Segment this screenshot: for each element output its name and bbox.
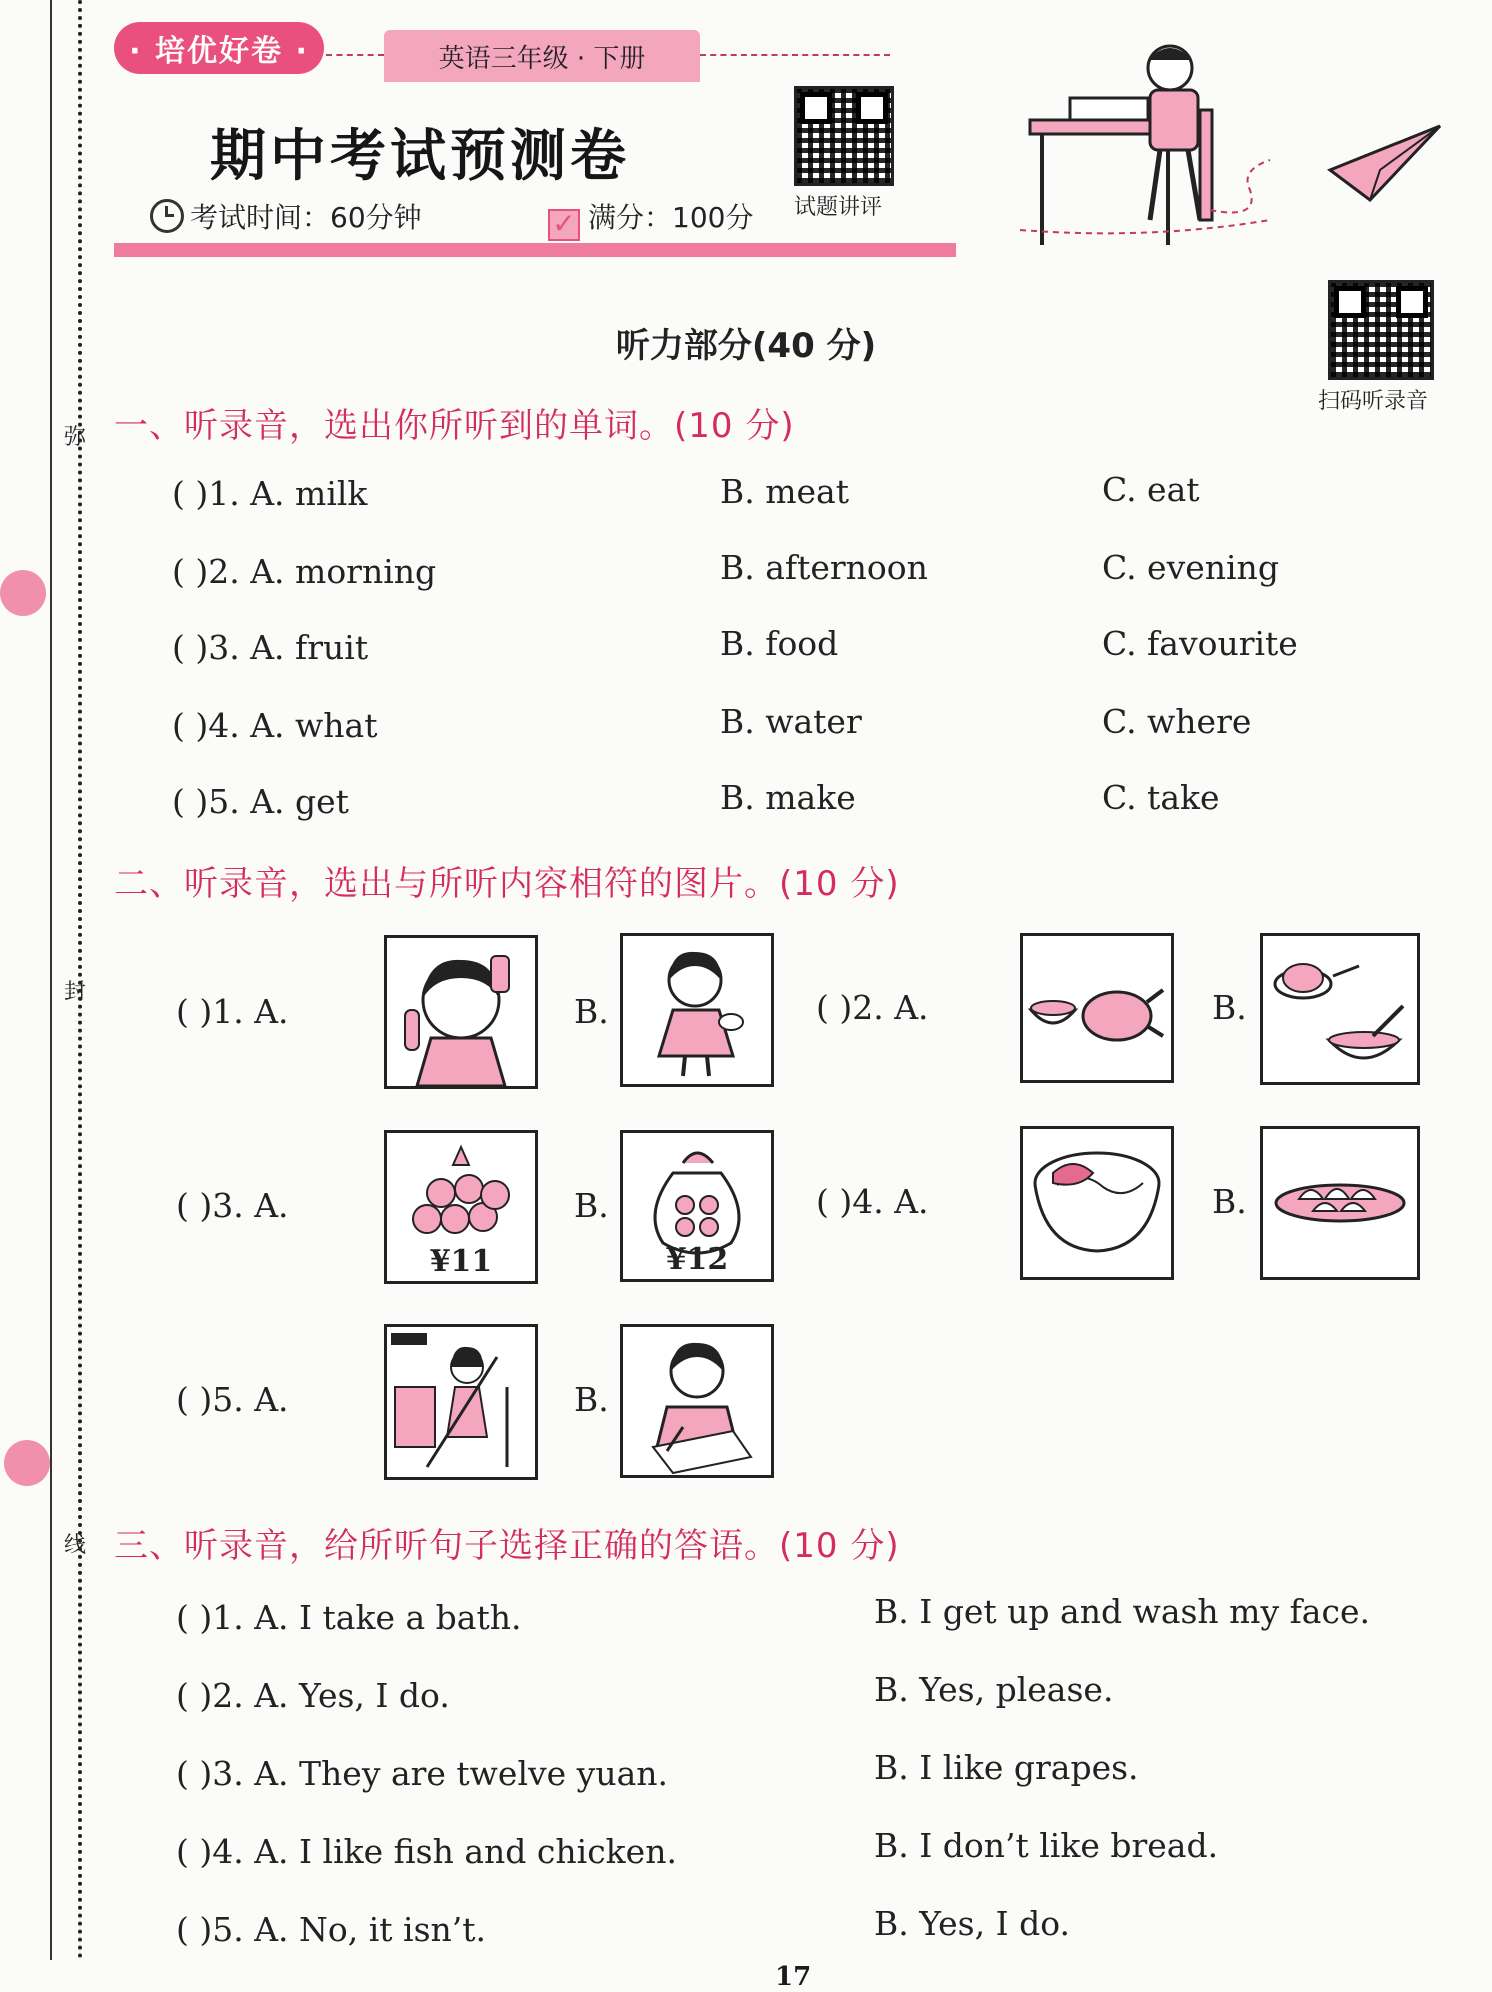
part1-q2-c: C. evening <box>1102 548 1279 587</box>
qr-label-review: 试题讲评 <box>794 195 883 220</box>
listening-section-title: 听力部分(40 分) <box>615 326 877 366</box>
part1-q3: ( )3. A. fruit <box>172 628 369 667</box>
part1-q1: ( )1. A. milk <box>172 474 368 513</box>
part1-q2: ( )2. A. morning <box>172 552 437 591</box>
picture-rice-and-chicken <box>1020 933 1174 1083</box>
part1-q4: ( )4. A. what <box>172 706 378 745</box>
part1-q2-b: B. afternoon <box>720 548 928 587</box>
binding-mark-mi: 弥 <box>64 425 87 450</box>
part2-q1-label: ( )1. A. <box>176 992 289 1031</box>
part1-q3-c: C. favourite <box>1102 624 1298 663</box>
picture-noodles-with-meat <box>1020 1126 1174 1280</box>
qr-code-review[interactable] <box>794 86 894 186</box>
full-score-text: 满分：100分 <box>588 201 754 234</box>
part1-q5-c: C. take <box>1102 778 1220 817</box>
margin-pink-dot <box>4 1440 50 1486</box>
header-pink-bar <box>114 243 956 257</box>
part3-q2-b: B. Yes, please. <box>874 1670 1114 1709</box>
checkbox-icon: ✓ <box>548 209 580 241</box>
part2-q5-b: B. <box>574 1380 609 1419</box>
part1-q4-b: B. water <box>720 702 862 741</box>
header-dash <box>700 54 890 56</box>
part3-q1-b: B. I get up and wash my face. <box>874 1592 1370 1631</box>
part3-q4-a: ( )4. A. I like fish and chicken. <box>176 1832 677 1871</box>
margin-line <box>50 0 52 1960</box>
part2-q2-b: B. <box>1212 988 1247 1027</box>
part3-q1-a: ( )1. A. I take a bath. <box>176 1598 522 1637</box>
part2-q5-label: ( )5. A. <box>176 1380 289 1419</box>
picture-girl-writing <box>620 1324 774 1478</box>
picture-apples-11-yuan <box>384 1130 538 1284</box>
part2-q3-b: B. <box>574 1186 609 1225</box>
part3-q3-b: B. I like grapes. <box>874 1748 1139 1787</box>
header-dash <box>326 54 384 56</box>
part2-q4-label: ( )4. A. <box>816 1182 929 1221</box>
binding-mark-feng: 封 <box>64 980 87 1005</box>
part2-q2-label: ( )2. A. <box>816 988 929 1027</box>
part2-q3-label: ( )3. A. <box>176 1186 289 1225</box>
part2-q1-b: B. <box>574 992 609 1031</box>
part1-q1-c: C. eat <box>1102 470 1200 509</box>
series-badge: · 培优好卷 · <box>114 22 324 74</box>
part3-q3-a: ( )3. A. They are twelve yuan. <box>176 1754 668 1793</box>
part1-title: 一、听录音，选出你所听到的单词。(10 分) <box>114 406 795 446</box>
part1-q4-c: C. where <box>1102 702 1252 741</box>
margin-pink-dot <box>0 570 46 616</box>
part1-q1-b: B. meat <box>720 472 849 511</box>
full-score <box>548 196 753 241</box>
part1-q5: ( )5. A. get <box>172 782 349 821</box>
picture-girl-eating <box>620 933 774 1087</box>
page-title: 期中考试预测卷 <box>210 124 630 189</box>
part3-title: 三、听录音，给所听句子选择正确的答语。(10 分) <box>114 1526 900 1566</box>
part3-q5-a: ( )5. A. No, it isn’t. <box>176 1910 487 1949</box>
exam-time-text: 考试时间：60分钟 <box>190 201 422 234</box>
picture-girl-combing-hair <box>384 935 538 1089</box>
part3-q4-b: B. I don’t like bread. <box>874 1826 1219 1865</box>
part3-q5-b: B. Yes, I do. <box>874 1904 1071 1943</box>
price-label-a: ¥11 <box>429 1244 493 1279</box>
picture-girl-sweeping <box>384 1324 538 1480</box>
part3-q2-a: ( )2. A. Yes, I do. <box>176 1676 450 1715</box>
picture-bag-12-yuan <box>620 1130 774 1282</box>
exam-time <box>150 196 422 236</box>
picture-bread-and-soup <box>1260 933 1420 1085</box>
picture-dumplings <box>1260 1126 1420 1280</box>
clock-icon <box>150 199 184 233</box>
part2-title: 二、听录音，选出与所听内容相符的图片。(10 分) <box>114 864 900 904</box>
part1-q5-b: B. make <box>720 778 856 817</box>
part1-q3-b: B. food <box>720 624 839 663</box>
grade-tab: 英语三年级 · 下册 <box>384 30 700 82</box>
boy-reading-illustration <box>1000 30 1470 260</box>
part2-q4-b: B. <box>1212 1182 1247 1221</box>
qr-label-listening: 扫码听录音 <box>1318 389 1429 414</box>
page-number: 17 <box>775 1962 812 1992</box>
price-label-b: ¥12 <box>665 1242 729 1277</box>
binding-mark-xian: 线 <box>64 1533 87 1558</box>
